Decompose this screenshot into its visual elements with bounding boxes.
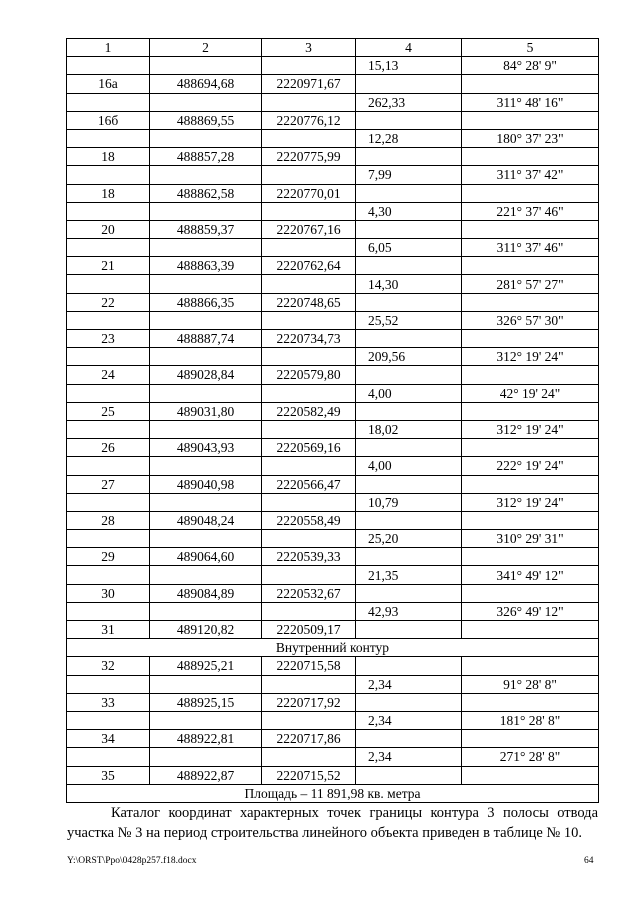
direction-angle-cell: 84° 28' 9" — [462, 57, 599, 75]
empty-cell — [67, 748, 150, 766]
point-row — [67, 693, 599, 711]
distance-cell: 2,34 — [356, 711, 462, 729]
direction-angle-cell: 310° 29' 31" — [462, 530, 599, 548]
point-id-cell: 26 — [67, 439, 150, 457]
distance-cell: 4,00 — [356, 457, 462, 475]
point-id-cell: 27 — [67, 475, 150, 493]
empty-cell — [150, 420, 262, 438]
catalog-paragraph: Каталог координат характерных точек границы контура 3 полосы отвода участка № 3 на период строительства линейного объекта приведен в таблице № 10. — [67, 805, 598, 841]
empty-cell — [262, 57, 356, 75]
point-row — [67, 439, 599, 457]
empty-cell — [462, 366, 599, 384]
empty-cell — [356, 184, 462, 202]
empty-cell — [67, 166, 150, 184]
empty-cell — [150, 566, 262, 584]
distance-cell: 14,30 — [356, 275, 462, 293]
point-row — [67, 184, 599, 202]
empty-cell — [150, 202, 262, 220]
empty-cell — [150, 311, 262, 329]
y-coordinate-cell: 2220558,49 — [262, 511, 356, 529]
segment-row — [67, 275, 599, 293]
point-row — [67, 257, 599, 275]
direction-angle-cell: 326° 49' 12" — [462, 602, 599, 620]
empty-cell — [262, 348, 356, 366]
empty-cell — [462, 693, 599, 711]
y-coordinate-cell: 2220582,49 — [262, 402, 356, 420]
empty-cell — [67, 711, 150, 729]
empty-cell — [462, 148, 599, 166]
direction-angle-cell: 312° 19' 24" — [462, 348, 599, 366]
empty-cell — [462, 402, 599, 420]
section-heading: Внутренний контур — [67, 639, 599, 657]
direction-angle-cell: 312° 19' 24" — [462, 493, 599, 511]
empty-cell — [356, 511, 462, 529]
x-coordinate-cell: 488922,87 — [150, 766, 262, 784]
distance-cell: 209,56 — [356, 348, 462, 366]
y-coordinate-cell: 2220776,12 — [262, 111, 356, 129]
empty-cell — [67, 602, 150, 620]
empty-cell — [356, 257, 462, 275]
empty-cell — [150, 348, 262, 366]
direction-angle-cell: 311° 37' 46" — [462, 239, 599, 257]
x-coordinate-cell: 488925,21 — [150, 657, 262, 675]
segment-row — [67, 348, 599, 366]
x-coordinate-cell: 489031,80 — [150, 402, 262, 420]
empty-cell — [67, 348, 150, 366]
empty-cell — [150, 748, 262, 766]
empty-cell — [150, 493, 262, 511]
segment-row — [67, 530, 599, 548]
empty-cell — [67, 530, 150, 548]
distance-cell: 12,28 — [356, 129, 462, 147]
segment-row — [67, 675, 599, 693]
empty-cell — [262, 457, 356, 475]
page-number: 64 — [584, 856, 594, 866]
empty-cell — [262, 530, 356, 548]
segment-row — [67, 384, 599, 402]
y-coordinate-cell: 2220762,64 — [262, 257, 356, 275]
point-row — [67, 148, 599, 166]
empty-cell — [67, 420, 150, 438]
empty-cell — [262, 748, 356, 766]
empty-cell — [262, 129, 356, 147]
segment-row — [67, 493, 599, 511]
empty-cell — [262, 166, 356, 184]
empty-cell — [462, 475, 599, 493]
point-id-cell: 16б — [67, 111, 150, 129]
empty-cell — [462, 657, 599, 675]
header-cell: 2 — [150, 39, 262, 57]
empty-cell — [462, 257, 599, 275]
point-id-cell: 24 — [67, 366, 150, 384]
point-row — [67, 366, 599, 384]
point-id-cell: 30 — [67, 584, 150, 602]
y-coordinate-cell: 2220775,99 — [262, 148, 356, 166]
x-coordinate-cell: 488857,28 — [150, 148, 262, 166]
empty-cell — [356, 548, 462, 566]
point-id-cell: 21 — [67, 257, 150, 275]
point-id-cell: 35 — [67, 766, 150, 784]
empty-cell — [356, 293, 462, 311]
segment-row — [67, 129, 599, 147]
header-cell: 3 — [262, 39, 356, 57]
empty-cell — [262, 93, 356, 111]
x-coordinate-cell: 488863,39 — [150, 257, 262, 275]
point-id-cell: 18 — [67, 184, 150, 202]
y-coordinate-cell: 2220532,67 — [262, 584, 356, 602]
y-coordinate-cell: 2220717,86 — [262, 730, 356, 748]
empty-cell — [356, 366, 462, 384]
point-id-cell: 32 — [67, 657, 150, 675]
direction-angle-cell: 281° 57' 27" — [462, 275, 599, 293]
x-coordinate-cell: 488866,35 — [150, 293, 262, 311]
empty-cell — [67, 675, 150, 693]
empty-cell — [356, 75, 462, 93]
point-id-cell: 31 — [67, 621, 150, 639]
distance-cell: 6,05 — [356, 239, 462, 257]
point-row — [67, 657, 599, 675]
point-id-cell: 33 — [67, 693, 150, 711]
direction-angle-cell: 42° 19' 24" — [462, 384, 599, 402]
empty-cell — [67, 57, 150, 75]
empty-cell — [356, 402, 462, 420]
area-total: Площадь – 11 891,98 кв. метра — [67, 784, 599, 802]
empty-cell — [356, 148, 462, 166]
point-id-cell: 16а — [67, 75, 150, 93]
header-cell: 4 — [356, 39, 462, 57]
direction-angle-cell: 271° 28' 8" — [462, 748, 599, 766]
segment-row — [67, 711, 599, 729]
point-row — [67, 330, 599, 348]
segment-row — [67, 166, 599, 184]
direction-angle-cell: 181° 28' 8" — [462, 711, 599, 729]
empty-cell — [67, 566, 150, 584]
empty-cell — [356, 657, 462, 675]
direction-angle-cell: 222° 19' 24" — [462, 457, 599, 475]
empty-cell — [462, 220, 599, 238]
empty-cell — [150, 57, 262, 75]
x-coordinate-cell: 489043,93 — [150, 439, 262, 457]
x-coordinate-cell: 488887,74 — [150, 330, 262, 348]
point-id-cell: 25 — [67, 402, 150, 420]
empty-cell — [262, 202, 356, 220]
table-header-row — [67, 39, 599, 57]
x-coordinate-cell: 489028,84 — [150, 366, 262, 384]
empty-cell — [67, 457, 150, 475]
point-row — [67, 475, 599, 493]
point-row — [67, 548, 599, 566]
empty-cell — [262, 711, 356, 729]
empty-cell — [150, 93, 262, 111]
empty-cell — [356, 439, 462, 457]
y-coordinate-cell: 2220579,80 — [262, 366, 356, 384]
empty-cell — [356, 621, 462, 639]
segment-row — [67, 566, 599, 584]
empty-cell — [462, 330, 599, 348]
distance-cell: 262,33 — [356, 93, 462, 111]
coordinates-table — [66, 38, 599, 803]
distance-cell: 10,79 — [356, 493, 462, 511]
empty-cell — [150, 166, 262, 184]
point-row — [67, 621, 599, 639]
header-cell: 5 — [462, 39, 599, 57]
distance-cell: 4,00 — [356, 384, 462, 402]
segment-row — [67, 239, 599, 257]
empty-cell — [67, 384, 150, 402]
empty-cell — [67, 311, 150, 329]
direction-angle-cell: 180° 37' 23" — [462, 129, 599, 147]
point-id-cell: 18 — [67, 148, 150, 166]
distance-cell: 25,20 — [356, 530, 462, 548]
empty-cell — [150, 457, 262, 475]
empty-cell — [262, 275, 356, 293]
y-coordinate-cell: 2220566,47 — [262, 475, 356, 493]
point-id-cell: 22 — [67, 293, 150, 311]
segment-row — [67, 602, 599, 620]
header-cell: 1 — [67, 39, 150, 57]
point-row — [67, 511, 599, 529]
x-coordinate-cell: 488869,55 — [150, 111, 262, 129]
distance-cell: 18,02 — [356, 420, 462, 438]
point-row — [67, 766, 599, 784]
y-coordinate-cell: 2220715,52 — [262, 766, 356, 784]
y-coordinate-cell: 2220539,33 — [262, 548, 356, 566]
distance-cell: 15,13 — [356, 57, 462, 75]
distance-cell: 7,99 — [356, 166, 462, 184]
y-coordinate-cell: 2220767,16 — [262, 220, 356, 238]
distance-cell: 42,93 — [356, 602, 462, 620]
distance-cell: 25,52 — [356, 311, 462, 329]
empty-cell — [462, 75, 599, 93]
direction-angle-cell: 341° 49' 12" — [462, 566, 599, 584]
x-coordinate-cell: 488925,15 — [150, 693, 262, 711]
table-body — [67, 39, 599, 803]
segment-row — [67, 457, 599, 475]
y-coordinate-cell: 2220509,17 — [262, 621, 356, 639]
point-row — [67, 730, 599, 748]
empty-cell — [462, 111, 599, 129]
y-coordinate-cell: 2220971,67 — [262, 75, 356, 93]
empty-cell — [356, 330, 462, 348]
empty-cell — [262, 384, 356, 402]
point-id-cell: 29 — [67, 548, 150, 566]
segment-row — [67, 57, 599, 75]
x-coordinate-cell: 489064,60 — [150, 548, 262, 566]
empty-cell — [462, 584, 599, 602]
empty-cell — [356, 766, 462, 784]
empty-cell — [150, 239, 262, 257]
x-coordinate-cell: 488859,37 — [150, 220, 262, 238]
empty-cell — [262, 675, 356, 693]
x-coordinate-cell: 488694,68 — [150, 75, 262, 93]
segment-row — [67, 93, 599, 111]
direction-angle-cell: 221° 37' 46" — [462, 202, 599, 220]
x-coordinate-cell: 489040,98 — [150, 475, 262, 493]
empty-cell — [356, 730, 462, 748]
empty-cell — [67, 493, 150, 511]
y-coordinate-cell: 2220734,73 — [262, 330, 356, 348]
empty-cell — [462, 439, 599, 457]
empty-cell — [67, 129, 150, 147]
empty-cell — [262, 493, 356, 511]
point-row — [67, 402, 599, 420]
direction-angle-cell: 311° 37' 42" — [462, 166, 599, 184]
empty-cell — [262, 420, 356, 438]
empty-cell — [150, 602, 262, 620]
empty-cell — [356, 584, 462, 602]
empty-cell — [150, 275, 262, 293]
x-coordinate-cell: 489084,89 — [150, 584, 262, 602]
y-coordinate-cell: 2220770,01 — [262, 184, 356, 202]
point-id-cell: 23 — [67, 330, 150, 348]
point-row — [67, 75, 599, 93]
y-coordinate-cell: 2220717,92 — [262, 693, 356, 711]
y-coordinate-cell: 2220569,16 — [262, 439, 356, 457]
section-heading-row — [67, 639, 599, 657]
distance-cell: 2,34 — [356, 675, 462, 693]
x-coordinate-cell: 488922,81 — [150, 730, 262, 748]
direction-angle-cell: 312° 19' 24" — [462, 420, 599, 438]
empty-cell — [262, 566, 356, 584]
empty-cell — [356, 111, 462, 129]
distance-cell: 4,30 — [356, 202, 462, 220]
empty-cell — [462, 766, 599, 784]
x-coordinate-cell: 489048,24 — [150, 511, 262, 529]
y-coordinate-cell: 2220748,65 — [262, 293, 356, 311]
empty-cell — [356, 693, 462, 711]
direction-angle-cell: 91° 28' 8" — [462, 675, 599, 693]
x-coordinate-cell: 488862,58 — [150, 184, 262, 202]
empty-cell — [462, 293, 599, 311]
segment-row — [67, 311, 599, 329]
segment-row — [67, 202, 599, 220]
area-row — [67, 784, 599, 802]
point-id-cell: 20 — [67, 220, 150, 238]
point-id-cell: 34 — [67, 730, 150, 748]
empty-cell — [262, 311, 356, 329]
distance-cell: 21,35 — [356, 566, 462, 584]
empty-cell — [150, 530, 262, 548]
file-path: Y:\ORST\Ppo\0428p257.f18.docx — [67, 856, 197, 866]
empty-cell — [462, 730, 599, 748]
point-row — [67, 584, 599, 602]
point-row — [67, 220, 599, 238]
empty-cell — [262, 602, 356, 620]
empty-cell — [150, 384, 262, 402]
empty-cell — [356, 475, 462, 493]
empty-cell — [67, 275, 150, 293]
empty-cell — [67, 202, 150, 220]
segment-row — [67, 748, 599, 766]
direction-angle-cell: 326° 57' 30" — [462, 311, 599, 329]
empty-cell — [67, 239, 150, 257]
point-row — [67, 111, 599, 129]
empty-cell — [356, 220, 462, 238]
empty-cell — [462, 548, 599, 566]
empty-cell — [150, 711, 262, 729]
empty-cell — [462, 184, 599, 202]
x-coordinate-cell: 489120,82 — [150, 621, 262, 639]
point-row — [67, 293, 599, 311]
direction-angle-cell: 311° 48' 16" — [462, 93, 599, 111]
segment-row — [67, 420, 599, 438]
empty-cell — [67, 93, 150, 111]
empty-cell — [150, 129, 262, 147]
distance-cell: 2,34 — [356, 748, 462, 766]
empty-cell — [462, 621, 599, 639]
empty-cell — [262, 239, 356, 257]
point-id-cell: 28 — [67, 511, 150, 529]
y-coordinate-cell: 2220715,58 — [262, 657, 356, 675]
empty-cell — [150, 675, 262, 693]
empty-cell — [462, 511, 599, 529]
